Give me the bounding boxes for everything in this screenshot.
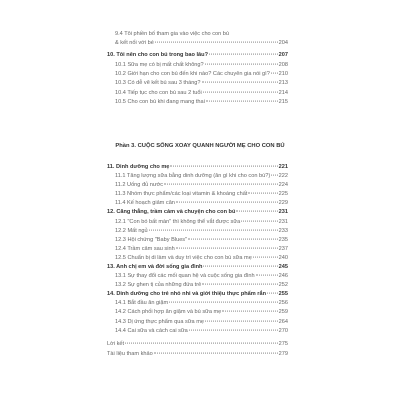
toc-page-number: 259	[278, 309, 288, 315]
toc-entry-title: Tài liệu tham khảo	[107, 351, 153, 357]
toc-page-number: 215	[278, 99, 288, 105]
toc-page-number: 229	[278, 200, 288, 206]
dot-leader	[202, 82, 278, 83]
toc-entry	[0, 190, 400, 198]
toc-entry-title: 14. Dinh dưỡng cho trẻ nhỏ nhi và giới thiệu thực phẩm rắn	[107, 291, 267, 297]
toc-entry	[0, 299, 400, 307]
toc-entry	[0, 79, 400, 87]
dot-leader	[205, 64, 278, 65]
toc-page-number: 270	[278, 328, 288, 334]
toc-entry-title: 10.1 Sữa mẹ có bị mất chất không?	[115, 62, 204, 68]
toc-chapter-entry	[0, 263, 400, 271]
toc-entry	[0, 245, 400, 253]
toc-entry	[0, 30, 400, 38]
toc-page-number: 208	[278, 62, 288, 68]
toc-page-number: 255	[278, 291, 288, 297]
toc-page-number: 224	[278, 182, 288, 188]
dot-leader	[248, 193, 277, 194]
toc-page-number: 231	[278, 219, 288, 225]
dot-leader	[188, 239, 278, 240]
toc-entry-title: 11.3 Nhóm thực phẩm/các loại vitamin & khoáng chất	[115, 191, 248, 197]
dot-leader	[267, 293, 278, 294]
dot-leader	[154, 353, 278, 354]
toc-entry-title: 10.4 Tiếp tục cho con bú sau 2 tuổi	[115, 90, 202, 96]
dot-leader	[222, 311, 277, 312]
toc-entry	[0, 89, 400, 97]
dot-leader	[205, 321, 278, 322]
toc-page-number: 252	[278, 282, 288, 288]
toc-page-number: 240	[278, 255, 288, 261]
toc-entry-title: 11.1 Tăng lượng sữa bằng dinh dưỡng (ăn gì khi cho con bú?)	[115, 173, 271, 179]
toc-entry-title: 12.2 Mất ngủ	[115, 228, 148, 234]
toc-page-number: 256	[278, 300, 288, 306]
toc-entry	[0, 199, 400, 207]
toc-chapter-entry	[0, 163, 400, 171]
toc-entry	[0, 227, 400, 235]
dot-leader	[164, 184, 278, 185]
dot-leader	[189, 330, 278, 331]
toc-page-number: 207	[278, 52, 288, 58]
toc-page-number: 214	[278, 90, 288, 96]
toc-page-number: 225	[278, 191, 288, 197]
toc-entry	[0, 254, 400, 262]
toc-entry	[0, 98, 400, 106]
toc-page-number: 221	[278, 164, 288, 170]
toc-entry-title: 10.3 Có dễ vẽ kết bú sau 3 tháng?	[115, 80, 201, 86]
toc-entry-title: 10.2 Giới hạn cho con bú đến khi nào? Các chuyên gia nói gì?	[115, 71, 270, 77]
toc-entry-title: 12.5 Chuẩn bị di làm và duy trì việc cho con bú sữa mẹ	[115, 255, 252, 261]
toc-entry-title: 14.2 Cách phối hợp ăn giặm và bú sữa mẹ	[115, 309, 222, 315]
dot-leader	[149, 230, 278, 231]
dot-leader	[169, 302, 277, 303]
dot-leader	[206, 101, 278, 102]
toc-entry-title: Lời kết	[107, 341, 125, 347]
toc-entry-title: & kết nối với bé	[115, 40, 154, 46]
toc-entry-title: 12. Căng thẳng, trầm cảm và chuyện cho con bú	[107, 209, 236, 215]
toc-chapter-entry	[0, 290, 400, 298]
toc-entry-title: 11. Dinh dưỡng cho mẹ	[107, 164, 170, 170]
toc-entry-title: 10.5 Cho con bú khi đang mang thai	[115, 99, 205, 105]
toc-page-number: 231	[278, 209, 288, 215]
toc-page-number: 246	[278, 273, 288, 279]
toc-entry	[0, 318, 400, 326]
dot-leader	[202, 284, 277, 285]
toc-entry-title: 12.1 "Con bó bất màn" thì không thể vắt được sữa	[115, 219, 241, 225]
dot-leader	[155, 42, 278, 43]
toc-entry	[0, 70, 400, 78]
toc-entry	[0, 61, 400, 69]
toc-entry	[0, 340, 400, 348]
toc-page-number: 275	[278, 341, 288, 347]
toc-entry-title: 14.1 Bắt đầu ăn giặm	[115, 300, 169, 306]
toc-page-number: 235	[278, 237, 288, 243]
toc-entry-title: 12.3 Hội chứng "Baby Blues"	[115, 237, 188, 243]
dot-leader	[203, 92, 278, 93]
dot-leader	[236, 211, 277, 212]
toc-page-number: 233	[278, 228, 288, 234]
toc-entry	[0, 308, 400, 316]
toc-entry-title: 13.2 Sự ghen tị của những đứa trẻ	[115, 282, 202, 288]
toc-page-number: 264	[278, 319, 288, 325]
dot-leader	[256, 275, 278, 276]
toc-entry	[0, 218, 400, 226]
toc-entry-title: 13.1 Sự thay đổi các mối quan hệ và cuộc sống gia đình	[115, 273, 255, 279]
toc-entry	[0, 350, 400, 358]
toc-entry-title: 11.4 Kế hoạch giảm cân	[115, 200, 175, 206]
toc-page-number: 222	[278, 173, 288, 179]
toc-entry	[0, 236, 400, 244]
toc-entry-title: 13. Anh chị em và đời sống gia đình	[107, 264, 203, 270]
dot-leader	[253, 257, 278, 258]
toc-page-number: 279	[278, 351, 288, 357]
toc-page-number: 210	[278, 71, 288, 77]
dot-leader	[271, 175, 277, 176]
toc-chapter-entry	[0, 208, 400, 216]
dot-leader	[271, 73, 278, 74]
dot-leader	[170, 166, 277, 167]
toc-entry	[0, 281, 400, 289]
dot-leader	[203, 266, 277, 267]
toc-entry-title: 14.4 Cai sữa và cách cai sữa	[115, 328, 188, 334]
dot-leader	[125, 343, 278, 344]
toc-chapter-entry	[0, 51, 400, 59]
toc-entry	[0, 327, 400, 335]
toc-entry	[0, 39, 400, 47]
toc-page-number: 204	[278, 40, 288, 46]
toc-page-number: 213	[278, 80, 288, 86]
dot-leader	[176, 202, 278, 203]
toc-entry-title: 12.4 Trầm cảm sau sinh	[115, 246, 175, 252]
toc-entry	[0, 272, 400, 280]
toc-entry	[0, 172, 400, 180]
toc-entry	[0, 181, 400, 189]
toc-entry-title: 14.3 Dị ứng thực phẩm qua sữa mẹ	[115, 319, 204, 325]
dot-leader	[176, 248, 278, 249]
toc-entry-title: 11.2 Uống đủ nước	[115, 182, 164, 188]
toc-entry-title: 10. Tôi nên cho con bú trong bao lâu?	[107, 52, 208, 58]
dot-leader	[241, 221, 277, 222]
toc-page-number: 237	[278, 246, 288, 252]
dot-leader	[209, 54, 278, 55]
part-title: Phần 3. CUỘC SỐNG XOAY QUANH NGƯỜI MẸ CHO CON BÚ	[115, 143, 285, 149]
toc-entry-title: 9.4 Tôi phiền bố tham gia vào việc cho con bú	[115, 31, 230, 37]
toc-page-number: 245	[278, 264, 288, 270]
